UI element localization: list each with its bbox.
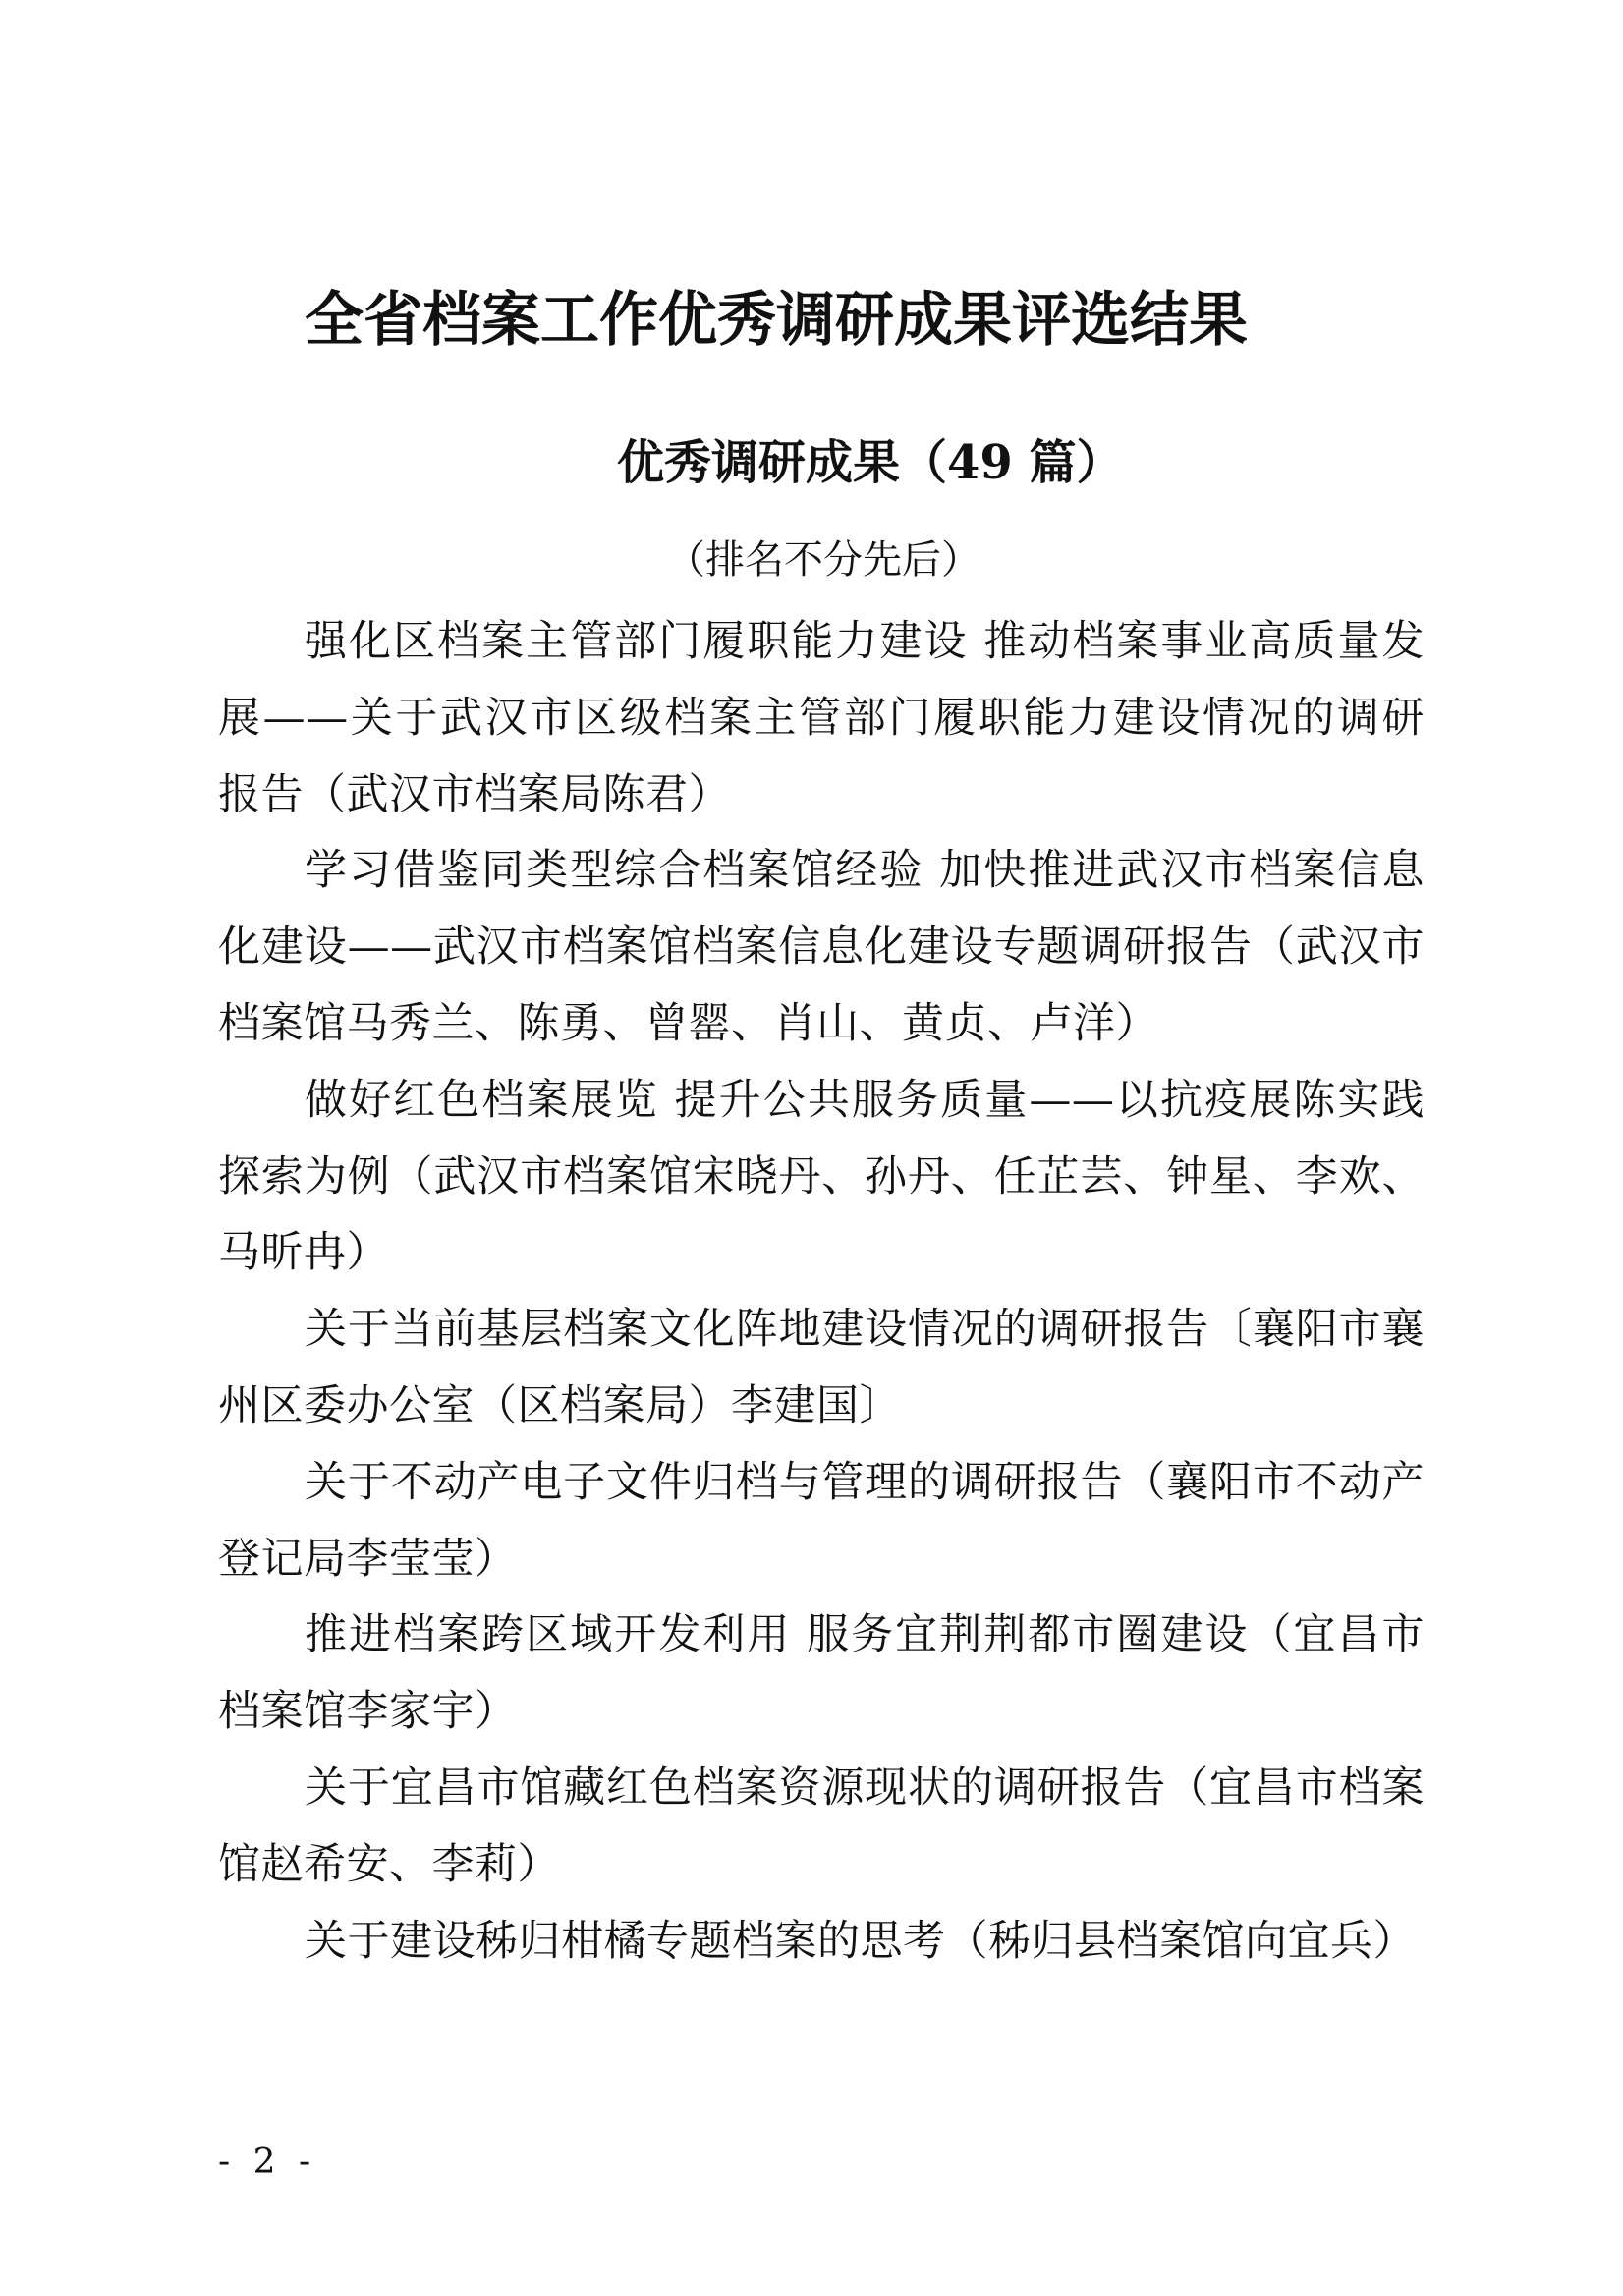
entry-line: 州区委办公室（区档案局）李建国〕 — [218, 1380, 902, 1430]
entry-line: 关于不动产电子文件归档与管理的调研报告（襄阳市不动产 — [305, 1457, 1425, 1507]
entry-8 — [218, 1904, 1425, 1981]
entry-6 — [218, 1597, 1425, 1751]
entry-3 — [218, 1063, 1425, 1292]
entry-line: 学习借鉴同类型综合档案馆经验 加快推进武汉市档案信息 — [305, 846, 1425, 896]
entry-5 — [218, 1445, 1425, 1598]
entry-1 — [218, 604, 1425, 833]
section-heading: 优秀调研成果（49 篇） — [617, 435, 1124, 490]
entry-line: 关于建设秭归柑橘专题档案的思考（秭归县档案馆向宜兵） — [305, 1916, 1416, 1966]
entry-line: 强化区档案主管部门履职能力建设 推动档案事业高质量发 — [305, 617, 1425, 666]
entry-7 — [218, 1751, 1425, 1904]
entry-line: 关于宜昌市馆藏红色档案资源现状的调研报告（宜昌市档案 — [305, 1763, 1425, 1813]
entry-line: 登记局李莹莹） — [218, 1534, 518, 1584]
entry-4 — [218, 1292, 1425, 1445]
entry-2 — [218, 833, 1425, 1062]
entry-line: 档案馆李家宇） — [218, 1687, 518, 1737]
entry-line: 档案馆马秀兰、陈勇、曾罂、肖山、黄贞、卢洋） — [218, 998, 1158, 1048]
entry-line: 展——关于武汉市区级档案主管部门履职能力建设情况的调研 — [218, 693, 1425, 743]
entry-line: 马昕冉） — [218, 1228, 389, 1278]
entry-line: 馆赵希安、李莉） — [218, 1839, 560, 1889]
entry-line: 做好红色档案展览 提升公共服务质量——以抗疫展陈实践 — [305, 1075, 1425, 1125]
entry-line: 报告（武汉市档案局陈君） — [218, 769, 731, 819]
page-number: - 2 - — [218, 2142, 317, 2182]
entry-line: 推进档案跨区域开发利用 服务宜荆荆都市圈建设（宜昌市 — [305, 1610, 1425, 1660]
document-title: 全省档案工作优秀调研成果评选结果 — [305, 286, 1248, 355]
section-note: （排名不分先后） — [666, 537, 980, 583]
entry-list — [218, 604, 1425, 1980]
entry-line: 关于当前基层档案文化阵地建设情况的调研报告〔襄阳市襄 — [305, 1305, 1425, 1355]
entry-line: 化建设——武汉市档案馆档案信息化建设专题调研报告（武汉市 — [218, 923, 1425, 973]
entry-line: 探索为例（武汉市档案馆宋晓丹、孙丹、任芷芸、钟星、李欢、 — [218, 1151, 1425, 1202]
